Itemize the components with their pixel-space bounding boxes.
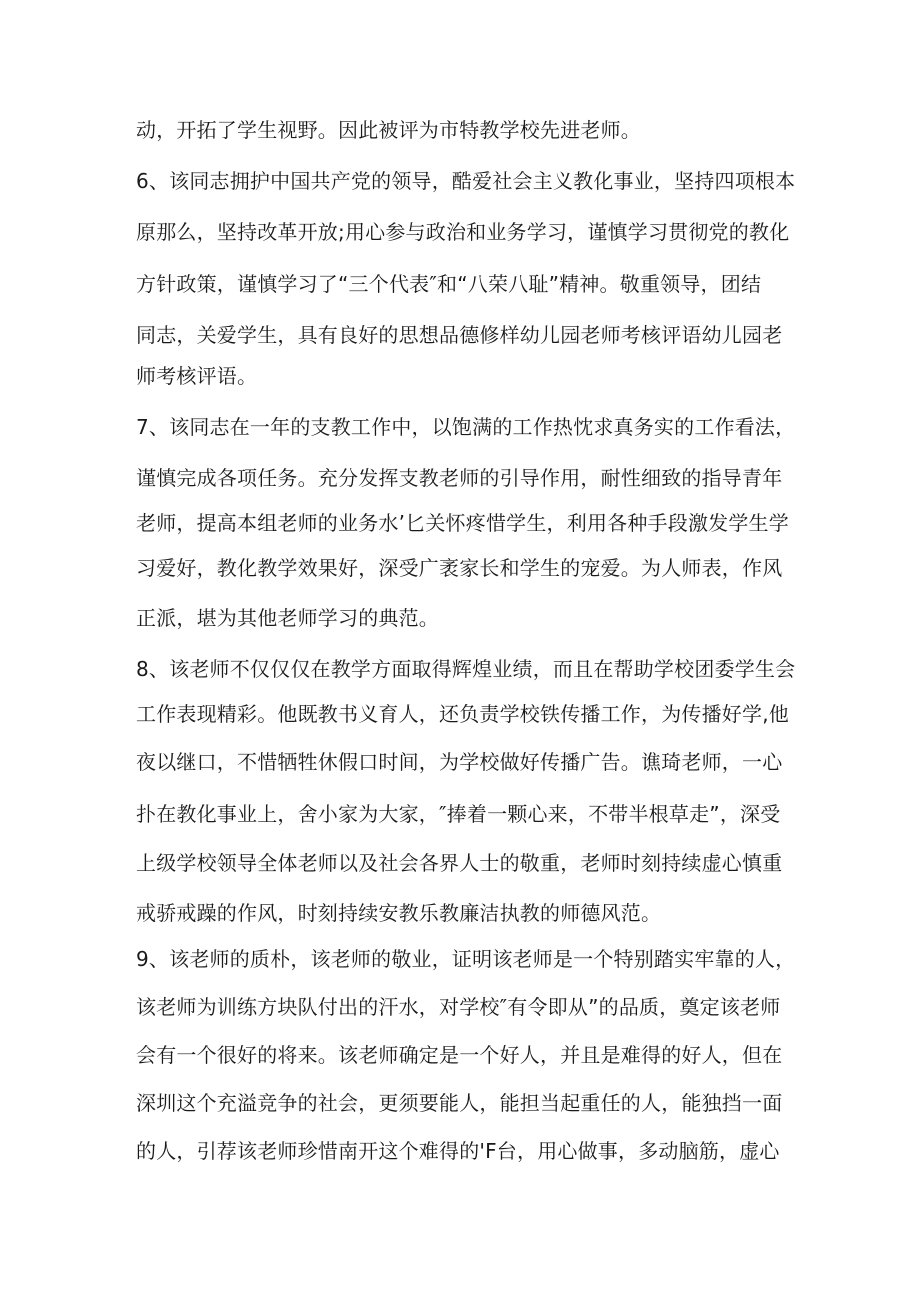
text-line: 夜以继口，不惜牺牲休假口时间，为学校做好传播广告。谯琦老师，一心 [136,750,783,774]
text-line: 谨慎完成各项任务。充分发挥支教老师的引导作用，耐性细致的指导青年 [136,466,783,490]
text-line: 8、该老师不仅仅仅在教学方面取得辉煌业绩，而且在帮助学校团委学生会 [136,657,796,681]
text-line: 动，开拓了学生视野。因此被评为市特教学校先进老师。 [136,118,641,142]
text-line: 的人，引荐该老师珍惜南开这个难得的'F台，用心做事，多动脑筋，虚心 [136,1139,780,1163]
text-line: 9、该老师的质朴，该老师的敬业，证明该老师是一个特别踏实牢靠的人， [136,947,796,971]
text-line: 7、该同志在一年的支教工作中，以饱满的工作热忱求真务实的工作看法， [136,415,796,439]
text-line: 正派，堪为其他老师学习的典范。 [136,606,439,630]
text-line: 会有一个很好的将来。该老师确定是一个好人，并且是难得的好人，但在 [136,1043,783,1067]
text-line: 6、该同志拥护中国共产党的领导，酷爱社会主义教化事业，坚持四项根本 [136,169,796,193]
text-line: 习爱好，教化教学效果好，深受广袤家长和学生的宠爱。为人师表，作风 [136,556,783,580]
text-line: 工作表现精彩。他既教书义育人，还负责学校铁传播工作，为传播好学,他 [136,702,789,726]
text-line: 同志，关爱学生，具有良好的思想品德修样幼儿园老师考核评语幼儿园老 [136,323,783,347]
text-line: 该老师为训练方块队付出的汗水，对学校″有令即从”的品质，奠定该老师 [136,995,781,1019]
text-line: 深圳这个充溢竞争的社会，更须要能人，能担当起重任的人，能独挡一面 [136,1091,783,1115]
text-line: 扑在教化事业上，舍小家为大家，″捧着一颗心来，不带半根草走”，深受 [136,802,781,826]
text-line: 戒骄戒躁的作风，时刻持续安教乐教廉洁执教的师德风范。 [136,901,662,925]
text-line: 原那么，坚持改革开放;用心参与政治和业务学习，谨慎学习贯彻党的教化 [136,220,790,244]
text-line: 老师，提高本组老师的业务水’匕关怀疼惜学生，利用各种手段激发学生学 [136,511,789,535]
text-line: 上级学校领导全体老师以及社会各界人士的敬重，老师时刻持续虚心慎重 [136,851,783,875]
text-line: 方针政策，谨慎学习了“三个代表″和“八荣八耻”精神。敬重领导，团结 [136,272,762,296]
text-line: 师考核评语。 [136,364,258,388]
